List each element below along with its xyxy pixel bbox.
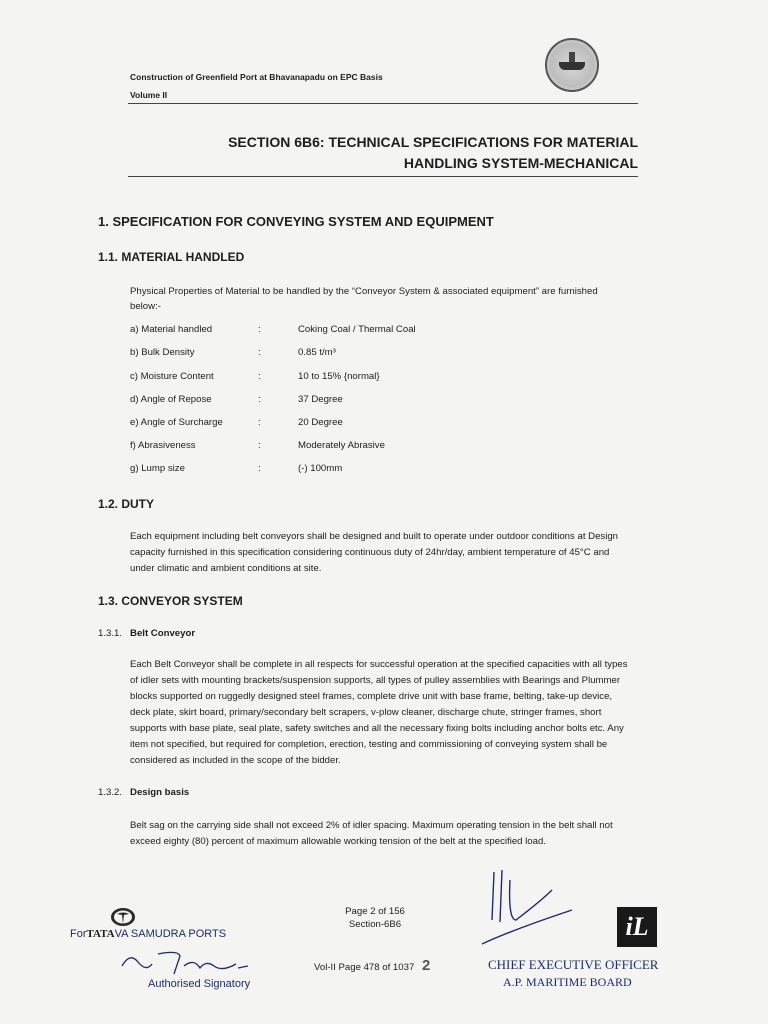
company-name: VA SAMUDRA PORTS: [114, 928, 227, 940]
duty-line: Each equipment including belt conveyors shall be designed and built to operate under outdoor conditions at Design: [130, 531, 619, 542]
belt-conveyor-line: deck plate, skirt board, primary/secondary belt scrapers, v-plow cleaner, discharge chute, stringer frames, short: [130, 707, 602, 718]
property-value: 10 to 15% {normal}: [298, 371, 380, 382]
property-row: [130, 394, 530, 410]
property-colon: :: [258, 324, 261, 335]
header-divider: [128, 103, 638, 104]
property-colon: :: [258, 440, 261, 451]
subheading-1-3-1: [98, 628, 195, 639]
section-title-line2: HANDLING SYSTEM-MECHANICAL: [403, 155, 638, 171]
signature-left-icon: [118, 946, 268, 982]
property-value: Coking Coal / Thermal Coal: [298, 324, 416, 335]
il-logo-icon: iL: [617, 907, 657, 947]
heading-1: 1. SPECIFICATION FOR CONVEYING SYSTEM AND EQUIPMENT: [98, 214, 494, 229]
property-colon: :: [258, 347, 261, 358]
property-key: a) Material handled: [130, 324, 213, 335]
belt-conveyor-line: item not specified, but required for completion, erection, testing and commissioning of conveying system shall be: [130, 739, 608, 750]
material-intro-line1: Physical Properties of Material to be handled by the “Conveyor System & associated equipment” are furnished: [130, 286, 598, 297]
heading-1-3: 1.3. CONVEYOR SYSTEM: [98, 594, 243, 608]
belt-conveyor-line: blocks supported on ruggedly designed steel frames, complete drive unit with base frame, belting, take-up device,: [130, 691, 613, 702]
company-brand: TATA: [86, 928, 115, 940]
property-colon: :: [258, 394, 261, 405]
tata-logo-icon: [110, 907, 136, 927]
property-colon: :: [258, 463, 261, 474]
company-prefix: For: [70, 928, 87, 940]
page-number: Page 2 of 156: [345, 906, 405, 917]
property-value: 0.85 t/m³: [298, 347, 336, 358]
property-key: f) Abrasiveness: [130, 440, 196, 451]
duty-line: capacity furnished in this specification considering continuous duty of 24hr/day, ambient temperature of 45°C and: [130, 547, 610, 558]
section-title-line1: SECTION 6B6: TECHNICAL SPECIFICATIONS FOR MATERIAL: [228, 134, 638, 150]
authorised-signatory: Authorised Signatory: [148, 978, 251, 990]
property-value: 37 Degree: [298, 394, 343, 405]
property-row: [130, 371, 530, 387]
property-key: c) Moisture Content: [130, 371, 214, 382]
property-row: [130, 324, 530, 340]
property-key: b) Bulk Density: [130, 347, 195, 358]
property-key: d) Angle of Repose: [130, 394, 212, 405]
heading-1-2: 1.2. DUTY: [98, 497, 155, 511]
belt-conveyor-line: of idler sets with mounting brackets/suspension supports, all types of pulley assemblies with Bearings and Plummer: [130, 675, 621, 686]
maritime-board-name: A.P. MARITIME BOARD: [503, 975, 632, 989]
project-title: Construction of Greenfield Port at Bhavanapadu on EPC Basis: [130, 72, 383, 82]
subheading-title: Design basis: [130, 787, 190, 798]
subheading-number: 1.3.1.: [98, 628, 123, 639]
property-key: e) Angle of Surcharge: [130, 417, 223, 428]
belt-conveyor-line: considered as included in the scope of the bidder.: [130, 755, 341, 766]
property-value: Moderately Abrasive: [298, 440, 385, 451]
subheading-number: 1.3.2.: [98, 787, 123, 798]
ceo-title: CHIEF EXECUTIVE OFFICER: [488, 957, 659, 972]
property-row: [130, 440, 530, 456]
maritime-board-emblem-icon: [545, 38, 599, 92]
property-row: [130, 347, 530, 363]
property-row: [130, 417, 530, 433]
material-intro-line2: below:-: [130, 301, 161, 312]
stamp-number: 2: [422, 957, 432, 974]
subheading-1-3-2: [98, 787, 189, 798]
property-value: 20 Degree: [298, 417, 343, 428]
property-row: [130, 463, 530, 479]
belt-conveyor-line: Each Belt Conveyor shall be complete in all respects for successful operation at the specified capacities with all types: [130, 659, 628, 670]
section-ref: Section-6B6: [348, 919, 402, 930]
signature-right-icon: [472, 860, 582, 950]
volume-page: Vol-II Page 478 of 1037: [314, 962, 415, 973]
duty-line: under climatic and ambient conditions at site.: [130, 563, 322, 574]
volume-label: Volume II: [130, 90, 168, 100]
belt-conveyor-line: supports with base plate, seal plate, safety switches and all the necessary fixing bolts including anchor bolts etc. Any: [130, 723, 624, 734]
heading-1-1: 1.1. MATERIAL HANDLED: [98, 250, 245, 264]
property-colon: :: [258, 371, 261, 382]
design-basis-line: Belt sag on the carrying side shall not exceed 2% of idler spacing. Maximum operating tension in the belt shall not: [130, 820, 613, 831]
property-colon: :: [258, 417, 261, 428]
property-value: (-) 100mm: [298, 463, 343, 474]
design-basis-line: exceed eighty (80) percent of maximum allowable working tension of the belt at the specified load.: [130, 836, 546, 847]
section-title-divider: [128, 176, 638, 177]
subheading-title: Belt Conveyor: [130, 628, 196, 639]
property-key: g) Lump size: [130, 463, 185, 474]
company-signature-line: [70, 928, 226, 940]
